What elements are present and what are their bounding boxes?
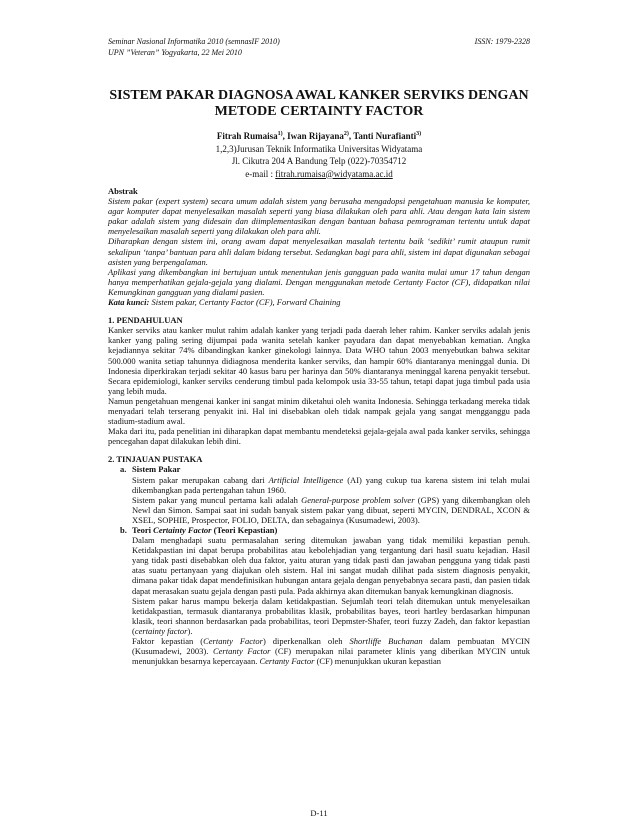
paper-body: [108, 186, 530, 666]
section-1-heading: 1. PENDAHULUAN: [108, 315, 183, 326]
running-header: [108, 36, 530, 58]
affiliation-mark: 1,2,3): [215, 143, 237, 154]
author-3-mark: 3): [416, 131, 422, 137]
address: Jl. Cikutra 204 A Bandung Telp (022)-70354712: [231, 156, 407, 166]
issn: ISSN: 1979-2328: [474, 37, 530, 46]
author-3: , Tanti Nurafianti: [348, 131, 417, 141]
list-item-b: [108, 525, 530, 666]
title-line-1: SISTEM PAKAR DIAGNOSA AWAL KANKER SERVIKS DENGAN: [109, 88, 529, 103]
title-line-2: METODE CERTAINTY FACTOR: [214, 104, 424, 119]
text-run: (Teori Kepastian): [211, 525, 278, 535]
author-1: Fitrah Rumaisa: [216, 131, 278, 141]
keywords-text: Sistem pakar, Certanty Factor (CF), Forward Chaining: [149, 297, 341, 308]
emphasis: Certanty Factor: [203, 636, 263, 647]
email-link[interactable]: fitrah.rumaisa@widyatama.ac.id: [275, 168, 393, 179]
text-run: (CF) merupakan nilai parameter klinis yang diberikan MYCIN untuk menunjukkan besarnya kepercayaan.: [132, 646, 530, 667]
author-2: , Iwan Rijayana: [282, 131, 344, 141]
list-marker-a: a.: [120, 464, 127, 475]
subsection-a-paragraph-2: [132, 495, 530, 525]
text-run: Faktor kepastian (: [132, 636, 204, 647]
text-run: Sistem pakar merupakan cabang dari: [132, 474, 269, 485]
emphasis: Artificial Intelligence: [268, 474, 344, 485]
keywords-label: Kata kunci:: [108, 297, 150, 308]
subsection-b-paragraph-2: [132, 596, 530, 636]
abstract-heading: Abstrak: [108, 186, 138, 196]
author-names: [108, 128, 530, 143]
text-run: Teori: [132, 525, 154, 535]
subsection-b-paragraph-3: [132, 636, 530, 666]
emphasis: Shortliffe Buchanan: [349, 636, 423, 647]
emphasis: Certanty Factor: [259, 656, 315, 667]
paper-title: [108, 88, 530, 120]
abstract-paragraph-1: Sistem pakar (expert system) secara umum adalah sistem yang berusaha mengadopsi pengetahuan manusia ke komputer, agar komputer dapat menyelesaikan masalah seperti yang biasa dilakukan oleh para ahli. Atau dengan kata lain sistem pakar adalah sistem yang didesain dan diimplementasikan dengan bantuan bahasa pemrograman tertentu untuk dapat menyelesaikan masalah seperti yang dilakukan oleh para ahli.: [108, 196, 530, 237]
text-run: (GPS) yang dikembangkan oleh Newl dan Simon. Sampai saat ini sudah banyak sistem pakar yang dibuat, seperti MYCIN, DENDRAL, XCON & XSEL, SOPHIE, Prospector, FOLIO, DELTA, dan sebagainya (Kusumadewi, 2003).: [132, 494, 530, 525]
section-1-paragraph-2: Namun pengetahuan mengenai kanker ini sangat minim diketahui oleh wanita Indonesia. Sehingga terkadang mereka tidak menyadari telah terserang penyakit ini. Hal ini disebabkan oleh tidak nampak gejala yang sangat mengganggu pada stadium-stadium awal.: [108, 395, 530, 427]
emphasis: certainty factor: [134, 625, 188, 636]
section-1-paragraph-3: Maka dari itu, pada penelitian ini diharapkan dapat membantu mendeteksi gejala-gejala awal pada kanker serviks, sehingga pencegahan dapat dilakukan lebih dini.: [108, 426, 530, 447]
subsection-a-title: Sistem Pakar: [132, 464, 181, 475]
text-run: Sistem pakar yang muncul pertama kali adalah: [132, 494, 302, 505]
email-line: [108, 168, 530, 181]
text-run: (CF) menunjukkan ukuran kepastian: [314, 656, 441, 667]
affiliation-text: Jurusan Teknik Informatika Universitas Widyatama: [236, 143, 423, 154]
conference-name: Seminar Nasional Informatika 2010 (semnasIF 2010): [108, 37, 280, 46]
section-2-list: [108, 464, 530, 666]
emphasis: Certanty Factor: [212, 646, 271, 657]
email-label: e-mail :: [245, 168, 276, 179]
section-1-paragraph-1: Kanker serviks atau kanker mulut rahim adalah kanker yang terjadi pada daerah leher rahim. Kanker serviks adalah jenis kanker yang paling sering dijumpai pada wanita setelah kanker payudara dan dapat menyebabkan kematian. Angka kejadiannya sekitar 74% dibandingkan kanker ginekologi lainnya. Data WHO tahun 2003 menyebutkan bahwa sekitar 500.000 wanita setiap tahunnya didiagnosa menderita kanker serviks, dan hampir 60% diantaranya meninggal dunia. Di Indonesia diperkirakan terjadi sekitar 40 kasus baru per harinya dan 50% diantaranya meninggal karena penyakit tersebut. Secara epidemiologi, kanker serviks cenderung timbul pada kelompok usia 33-55 tahun, tetapi dapat juga timbul pada usia yang lebih muda.: [108, 325, 530, 396]
text-run: ) diperkenalkan oleh: [262, 636, 350, 647]
author-2-mark: 2): [343, 131, 349, 137]
emphasis: General-purpose problem solver: [301, 494, 415, 505]
text-run: ).: [187, 625, 193, 636]
text-run: dalam pembuatan MYCIN (Kusumadewi, 2003).: [132, 636, 530, 657]
conference-venue: UPN ”Veteran” Yogyakarta, 22 Mei 2010: [108, 48, 242, 57]
abstract-paragraph-3: Aplikasi yang dikembangkan ini bertujuan untuk menentukan jenis gangguan pada wanita mulai umur 17 tahun dengan hanya memperhatikan gejala-gejala yang dialami. Dengan menggunakan metode Certanty Factor (CF), didapatkan nilai Kemungkinan gangguan yang dialami pasien.: [108, 266, 530, 297]
keywords: [108, 297, 530, 307]
author-1-mark: 1): [277, 131, 283, 137]
subsection-a-paragraph-1: [132, 475, 530, 495]
author-block: [108, 128, 530, 180]
list-marker-b: b.: [120, 525, 127, 535]
text-run: (AI) yang cukup tua karena sistem ini telah mulai dikembangkan pada pertengahan tahun 1960.: [132, 474, 530, 495]
page-number: D-11: [310, 808, 328, 818]
subsection-b-paragraph-1: Dalam menghadapi suatu permasalahan sering ditemukan jawaban yang tidak memiliki kepastian penuh. Ketidakpastian ini dapat berupa probabilitas atau kebolehjadian yang tergantung dari hasil suatu kejadian. Hasil yang tidak pasti disebabkan oleh dua faktor, yaitu aturan yang tidak pasti dan jawaban pengguna yang tidak pasti atas suatu pertanyaan yang diajukan oleh sistem. Hal ini sangat mudah dilihat pada sistem diagnosis penyakit, dimana pakar tidak dapat mendefinisikan hubungan antara gejala dengan penyebabnya secara pasti, dan pasien tidak dapat merasakan suatu gejala dengan pasti pula. Pada akhirnya akan ditemukan banyak kemungkinan diagnosis.: [132, 535, 530, 596]
text-run: Sistem pakar harus mampu bekerja dalam ketidakpastian. Sejumlah teori telah ditemukan untuk menyelesaikan ketidakpastian, termasuk diantaranya probabilitas klasik, probabilitas bayes, teori hartley berdasarkan himpunan klasik, teori shannon berdasarkan pada probabilitas, teori Depmster-Shafer, teori fuzzy Zadeh, dan faktor kepastian (: [132, 595, 530, 636]
subsection-b-title: [132, 525, 530, 535]
abstract-paragraph-2: Diharapkan dengan sistem ini, orang awam dapat menyelesaikan masalah tertentu baik ‘sedikit’ rumit ataupun rumit sekalipun ‘tanpa’ bantuan para ahli dalam bidang tersebut. Sedangkan bagi para ahli, sistem ini dapat digunakan sebagai asisten yang berpengalaman.: [108, 236, 530, 267]
list-item-a: [108, 464, 530, 525]
section-2-heading: 2. TINJAUAN PUSTAKA: [108, 454, 203, 465]
affiliation: [108, 143, 530, 156]
emphasis: Certainty Factor: [153, 525, 212, 535]
